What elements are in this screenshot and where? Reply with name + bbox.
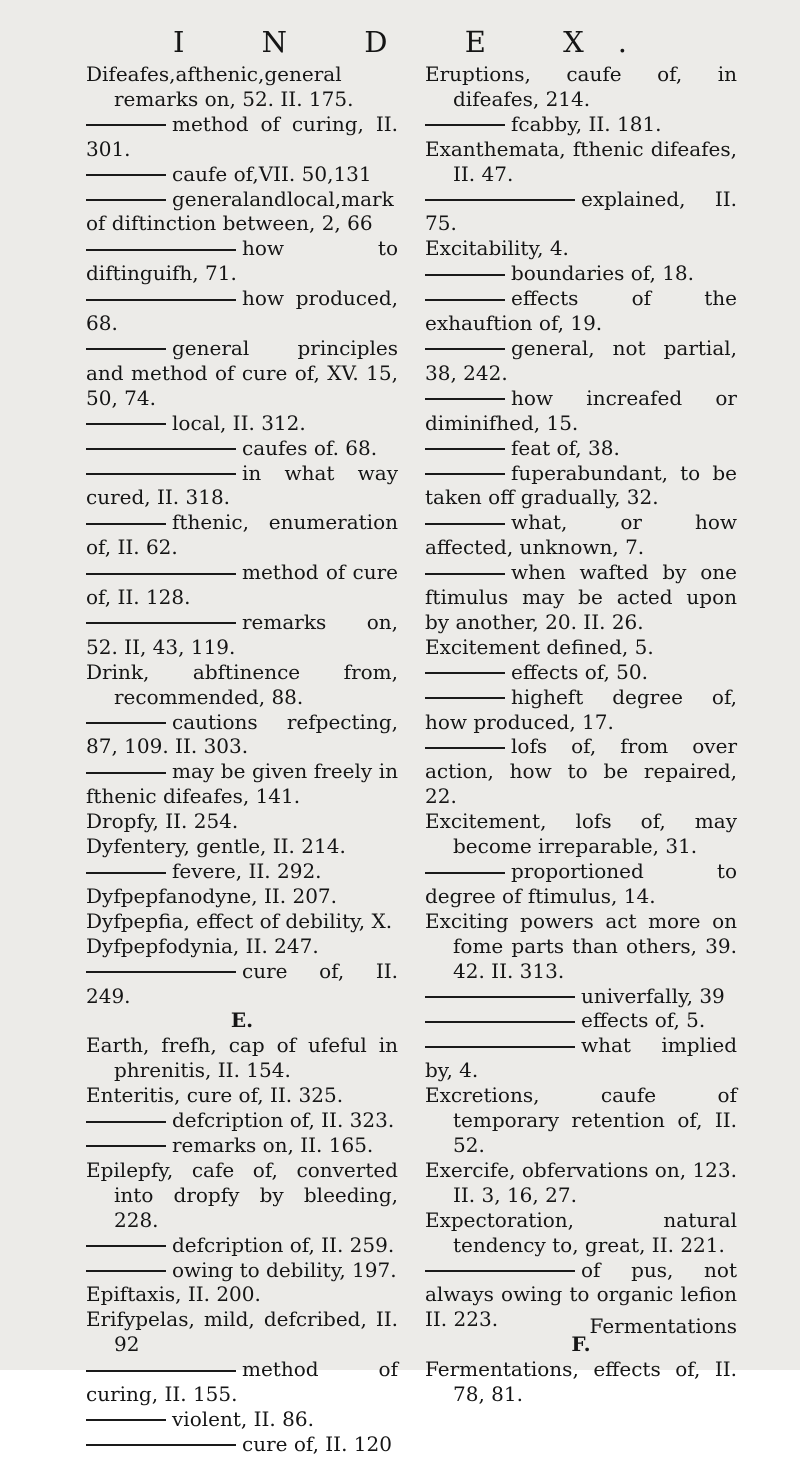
index-subentry	[425, 187, 737, 237]
index-subentry	[425, 1008, 737, 1033]
entry-text: method of curing, II. 155.	[86, 1357, 398, 1407]
index-subentry	[425, 112, 737, 137]
index-subentry	[86, 610, 398, 660]
ditto-dash	[425, 672, 505, 674]
entry-text: Exanthemata, fthenic difeafes, II. 47.	[425, 136, 737, 186]
ditto-dash	[425, 872, 505, 874]
entry-text: Fermentations, effects of, II. 78, 81.	[425, 1357, 737, 1407]
entry-text: fthenic, enumeration of, II. 62.	[86, 510, 398, 560]
index-subentry	[425, 560, 737, 635]
ditto-dash	[86, 124, 166, 126]
ditto-dash	[425, 523, 505, 525]
index-subentry	[86, 162, 398, 187]
ditto-dash	[425, 299, 505, 301]
index-subentry	[86, 336, 398, 411]
entry-text: when wafted by one ftimulus may be acted upon by another, 20. II. 26.	[425, 560, 737, 634]
index-subentry	[425, 685, 737, 735]
index-entry	[86, 660, 398, 710]
ditto-dash	[425, 1046, 575, 1048]
ditto-dash	[86, 473, 236, 475]
index-entry	[425, 1083, 737, 1158]
index-subentry	[86, 710, 398, 760]
entry-text: defcription of, II. 259.	[172, 1232, 395, 1257]
index-subentry	[86, 1357, 398, 1407]
catchword: Fermentations	[589, 1314, 737, 1338]
index-entry	[425, 635, 737, 660]
entry-text: of pus, not always owing to organic lefion II. 223.	[425, 1257, 737, 1332]
entry-text: proportioned to degree of ftimulus, 14.	[425, 859, 737, 908]
index-entry	[86, 834, 398, 859]
entry-text: lofs of, from over action, how to be repaired, 22.	[425, 734, 737, 809]
index-subentry	[425, 286, 737, 336]
entry-text: what, or how affected, unknown, 7.	[425, 510, 737, 560]
index-subentry	[425, 336, 737, 386]
index-entry	[86, 884, 398, 909]
entry-text: owing to debility, 197.	[172, 1257, 397, 1282]
entry-text: Exercife, obfervations on, 123. II. 3, 16, 27.	[425, 1157, 737, 1207]
entry-text: effects of, 50.	[511, 659, 648, 684]
ditto-dash	[425, 199, 575, 201]
entry-text: Dyfpepfia, effect of debility, X.	[86, 908, 393, 933]
index-letter-heading: E.	[230, 1008, 254, 1033]
entry-text: fevere, II. 292.	[172, 859, 322, 883]
index-entry	[86, 1033, 398, 1083]
entry-text: Drink, abftinence from, recommended, 88.	[86, 659, 398, 709]
ditto-dash	[86, 199, 166, 201]
entry-text: fuperabundant, to be taken off gradually, 32.	[425, 460, 737, 510]
index-subentry	[425, 510, 737, 560]
index-subentry	[86, 436, 398, 461]
index-subentry	[425, 859, 737, 909]
index-subentry	[86, 1258, 398, 1283]
entry-text: Exciting powers act more on fome parts than others, 39. 42. II. 313.	[425, 908, 737, 983]
index-entry	[86, 934, 398, 959]
ditto-dash	[86, 348, 166, 350]
index-subentry	[425, 386, 737, 436]
ditto-dash	[86, 573, 236, 575]
entry-text: effects of the exhauftion of, 19.	[425, 286, 737, 336]
index-column-left	[86, 62, 398, 1457]
entry-text: explained, II. 75.	[425, 186, 737, 236]
ditto-dash	[86, 722, 166, 724]
index-subentry	[86, 1407, 398, 1432]
entry-text: caufes of. 68.	[242, 435, 378, 460]
ditto-dash	[86, 249, 236, 251]
entry-text: univerfally, 39	[581, 983, 725, 1008]
index-subentry	[86, 286, 398, 336]
index-subentry	[425, 436, 737, 461]
entry-text: what implied by, 4.	[425, 1033, 737, 1083]
ditto-dash	[86, 423, 166, 425]
index-entry	[425, 1208, 737, 1258]
ditto-dash	[86, 299, 236, 301]
index-entry	[425, 1158, 737, 1208]
entry-text: higheft degree of, how produced, 17.	[425, 684, 737, 734]
entry-text: caufe of,VII. 50,131	[172, 161, 372, 186]
entry-text: Expectoration, natural tendency to, great, II. 221.	[425, 1207, 737, 1257]
entry-text: Enteritis, cure of, II. 325.	[86, 1083, 344, 1108]
index-entry	[86, 809, 398, 834]
ditto-dash	[86, 1444, 236, 1446]
entry-text: effects of, 5.	[581, 1008, 706, 1033]
index-subentry	[86, 560, 398, 610]
index-entry	[425, 62, 737, 112]
ditto-dash	[425, 697, 505, 699]
entry-text: Difeafes,afthenic,general remarks on, 52. II. 175.	[86, 62, 354, 111]
ditto-dash	[86, 872, 166, 874]
index-entry	[86, 1282, 398, 1307]
ditto-dash	[425, 448, 505, 450]
ditto-dash	[86, 1245, 166, 1247]
index-entry	[86, 1083, 398, 1108]
index-entry	[425, 137, 737, 187]
entry-text: method of curing, II. 301.	[86, 111, 398, 161]
ditto-dash	[425, 473, 505, 475]
index-subentry	[425, 1033, 737, 1083]
entry-text: may be given freely in fthenic difeafes, 141.	[86, 759, 398, 809]
entry-text: remarks on, II. 165.	[172, 1132, 374, 1157]
entry-text: generalandlocal,mark of diftinction between, 2, 66	[86, 186, 394, 236]
entry-text: general principles and method of cure of, XV. 15, 50, 74.	[86, 335, 398, 410]
ditto-dash	[86, 523, 166, 525]
index-subentry	[86, 1133, 398, 1158]
ditto-dash	[86, 174, 166, 176]
ditto-dash	[86, 1270, 166, 1272]
index-subentry	[86, 859, 398, 884]
entry-text: boundaries of, 18.	[511, 261, 694, 286]
entry-text: Epiftaxis, II. 200.	[86, 1282, 261, 1307]
entry-text: Excretions, caufe of temporary retention of, II. 52.	[425, 1083, 737, 1157]
ditto-dash	[86, 1419, 166, 1421]
index-entry	[86, 1307, 398, 1357]
entry-text: violent, II. 86.	[172, 1406, 314, 1431]
entry-text: in what way cured, II. 318.	[86, 460, 398, 510]
index-subentry	[86, 461, 398, 511]
index-entry	[86, 1158, 398, 1233]
index-subentry	[86, 112, 398, 162]
entry-text: Excitability, 4.	[425, 236, 569, 261]
entry-text: Epilepfy, cafe of, converted into dropfy by bleeding, 228.	[86, 1157, 398, 1232]
catchword-wrap	[425, 1310, 737, 1339]
entry-text: Excitement defined, 5.	[425, 634, 654, 659]
entry-text: cure of, II. 249.	[86, 958, 398, 1008]
entry-text: Eruptions, caufe of, in difeafes, 214.	[425, 62, 737, 111]
ditto-dash	[425, 1021, 575, 1023]
ditto-dash	[86, 1121, 166, 1123]
entry-text: Dyfentery, gentle, II. 214.	[86, 834, 346, 859]
ditto-dash	[425, 348, 505, 350]
entry-text: Dyfpepfanodyne, II. 207.	[86, 883, 338, 908]
entry-text: how to diftinguifh, 71.	[86, 236, 398, 286]
index-subentry	[86, 510, 398, 560]
entry-text: method of cure of, II. 128.	[86, 560, 398, 610]
ditto-dash	[86, 622, 236, 624]
entry-text: local, II. 312.	[172, 410, 306, 435]
ditto-dash	[425, 573, 505, 575]
index-subentry	[425, 461, 737, 511]
ditto-dash	[86, 772, 166, 774]
index-subentry	[425, 261, 737, 286]
ditto-dash	[425, 996, 575, 998]
index-subentry	[86, 1108, 398, 1133]
entry-text: Erifypelas, mild, defcribed, II. 92	[86, 1307, 398, 1357]
ditto-dash	[86, 971, 236, 973]
entry-text: feat of, 38.	[511, 435, 620, 460]
index-subentry	[86, 759, 398, 809]
index-entry	[425, 909, 737, 984]
index-subentry	[425, 660, 737, 685]
index-entry	[425, 1357, 737, 1407]
ditto-dash	[425, 747, 505, 749]
entry-text: how produced, 68.	[86, 286, 398, 336]
index-subentry	[86, 1432, 398, 1457]
entry-text: Excitement, lofs of, may become irreparable, 31.	[425, 809, 737, 859]
ditto-dash	[86, 1145, 166, 1147]
ditto-dash	[425, 1270, 575, 1272]
entry-text: cure of, II. 120	[242, 1431, 392, 1456]
index-entry	[86, 62, 398, 112]
entry-text: fcabby, II. 181.	[511, 111, 662, 136]
index-subentry	[86, 236, 398, 286]
entry-text: defcription of, II. 323.	[172, 1108, 395, 1133]
index-subentry	[425, 984, 737, 1009]
entry-text: Dyfpepfodynia, II. 247.	[86, 933, 319, 958]
index-subentry	[425, 734, 737, 809]
ditto-dash	[86, 448, 236, 450]
ditto-dash	[425, 398, 505, 400]
entry-text: remarks on, 52. II, 43, 119.	[86, 609, 398, 659]
index-subentry	[86, 187, 398, 237]
index-column-right	[425, 62, 737, 1407]
index-entry	[86, 909, 398, 934]
entry-text: Dropfy, II. 254.	[86, 809, 239, 834]
index-entry	[425, 809, 737, 859]
entry-text: cautions refpecting, 87, 109. II. 303.	[86, 709, 398, 759]
entry-text: general, not partial, 38, 242.	[425, 335, 737, 385]
ditto-dash	[86, 1370, 236, 1372]
page-title: I N D E X.	[173, 25, 661, 59]
index-subentry	[86, 1233, 398, 1258]
ditto-dash	[425, 124, 505, 126]
entry-text: how increafed or diminifhed, 15.	[425, 385, 737, 435]
index-subentry	[86, 411, 398, 436]
index-entry	[425, 236, 737, 261]
index-subentry	[86, 959, 398, 1009]
index-letter-heading: F.	[571, 1332, 591, 1357]
ditto-dash	[425, 274, 505, 276]
entry-text: Earth, frefh, cap of ufeful in phrenitis, II. 154.	[86, 1033, 398, 1083]
